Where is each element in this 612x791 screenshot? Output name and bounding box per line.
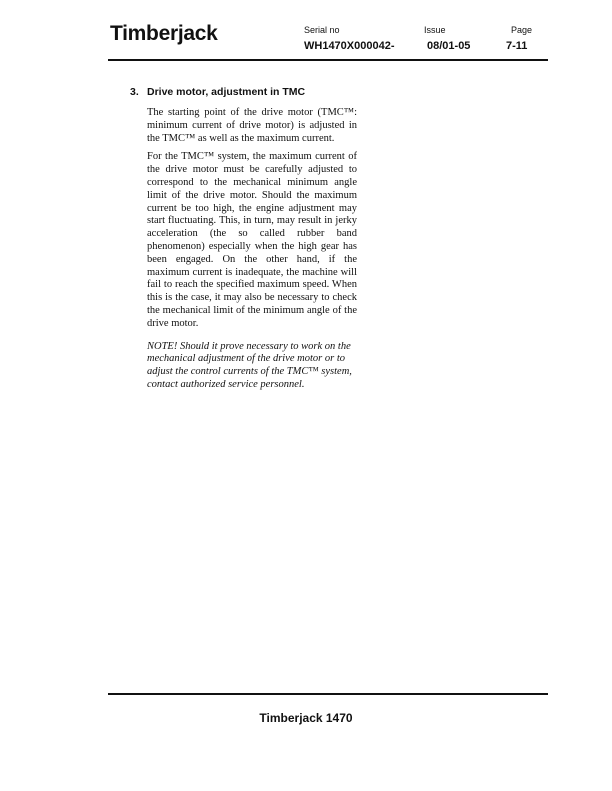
section-title: Drive motor, adjustment in TMC [147, 86, 306, 98]
section-heading [130, 86, 305, 98]
issue-label: Issue [424, 25, 446, 35]
paragraph-intro: The starting point of the drive motor (TMC™: minimum current of drive motor) is adjusted in the TMC™ as well as the maximum current. [147, 107, 357, 144]
page-number: 7-11 [506, 40, 528, 52]
brand-logo: Timberjack [110, 22, 218, 45]
page-label: Page [511, 25, 533, 35]
header-divider [108, 59, 548, 61]
footer-divider [108, 693, 548, 695]
issue-value: 08/01-05 [427, 40, 471, 52]
serial-value: WH1470X000042- [304, 40, 395, 52]
page-footer: Timberjack 1470 [259, 711, 353, 725]
paragraph-max-current: For the TMC™ system, the maximum current of the drive motor must be carefully adjusted to correspond to the mechanical minimum angle limit of the drive motor. Should the maximum current be too high, the engine adjustment may start fluctuating. This, in turn, may result in jerky acceleration (the so called rubber band phenomenon) especially when the high gear has been engaged. On the other hand, if the maximum current is inadequate, the machine will fail to reach the specified maximum speed. When this is the case, it may also be necessary to check the mechanical limit of the minimum angle of the drive motor. [147, 151, 357, 329]
note-text: NOTE! Should it prove necessary to work on the mechanical adjustment of the drive motor or to adjust the control currents of the TMC™ system, contact authorized service personnel. [147, 340, 352, 390]
section-body [147, 107, 357, 398]
serial-label: Serial no [304, 25, 340, 35]
section-number: 3. [130, 86, 139, 98]
